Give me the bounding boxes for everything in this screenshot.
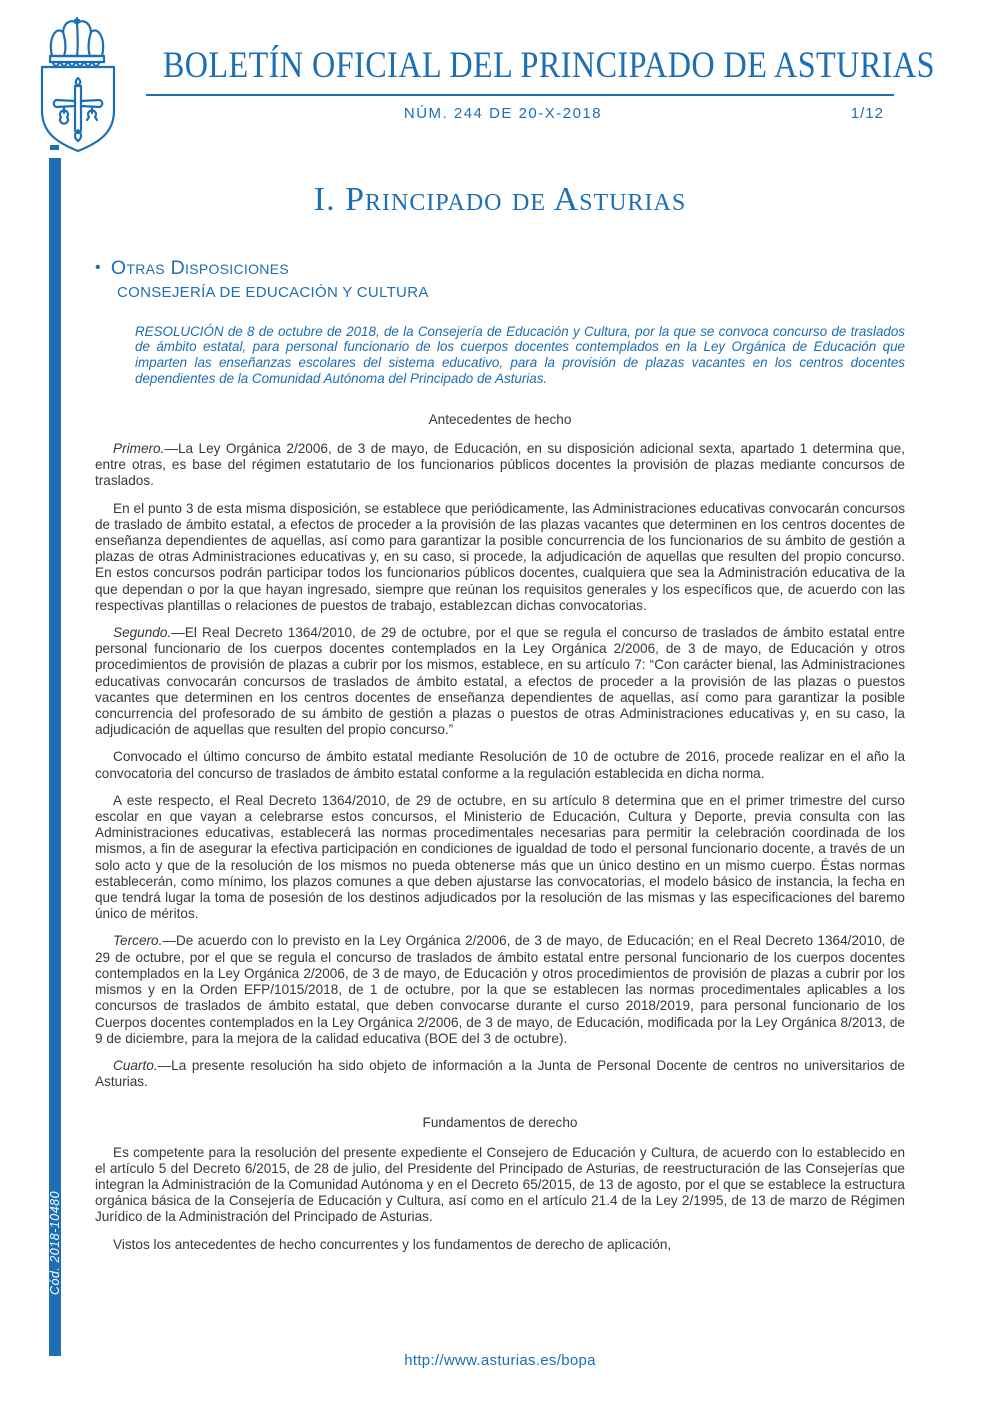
paragraph-text: —La Ley Orgánica 2/2006, de 3 de mayo, de Educación, en su disposición adicional sexta, apartado 1 determina que, entre otras, es base del régimen estatutario de los funcionarios públicos docentes la provisión de plazas mediante concursos de traslados.: [95, 441, 905, 489]
paragraph: [95, 1237, 905, 1253]
paragraph-text: —De acuerdo con lo previsto en la Ley Orgánica 2/2006, de 3 de mayo, de Educación; en el Real Decreto 1364/2010, de 29 de octubre, por el que se regula el concurso de traslados de ámbito estatal entre personal funcionario de los cuerpos docentes contemplados en la Ley Orgánica 2/2006, de 3 de mayo, de Educación y otros procedimientos de provisión de plazas a cubrir por los mismos y en la Orden EFP/1015/2018, de 1 de octubre, por la que se establecen las normas procedimentales aplicables a los concursos de traslados de ámbito estatal, que deben convocarse durante el curso 2018/2019, para personal funcionario de los Cuerpos docentes contemplados en la Ley Orgánica 2/2006, de 3 de mayo, de Educación, modificada por la Ley Orgánica 8/2013, de 9 de diciembre, para la mejora de la calidad educativa (BOE del 3 de octubre).: [95, 933, 905, 1046]
issue-row: [112, 105, 894, 122]
resolution-summary: RESOLUCIÓN de 8 de octubre de 2018, de la Consejería de Educación y Cultura, por la que se convoca concurso de traslados de ámbito estatal, para personal funcionario de los cuerpos docentes contemplados en la Ley Orgánica de Educación que imparten las enseñanzas escolares del sistema educativo, para la provisión de plazas vacantes en los centros docentes dependientes de la Comunidad Autónoma del Principado de Asturias.: [135, 323, 905, 386]
issue-number: NÚM. 244 DE 20-X-2018: [403, 104, 603, 122]
heading-fundamentos: Fundamentos de derecho: [422, 1115, 578, 1131]
paragraph: [95, 1145, 905, 1226]
bullet-icon: •: [95, 259, 101, 277]
paragraph-text: Convocado el último concurso de ámbito estatal mediante Resolución de 10 de octubre de 2016, procede realizar en el año la convocatoria del concurso de traslados de ámbito estatal conforme a la regulación establecida en dicha norma.: [95, 749, 905, 781]
heading-antecedentes: Antecedentes de hecho: [428, 411, 572, 427]
category-label: Otras Disposiciones: [110, 257, 289, 280]
paragraph: [95, 749, 905, 781]
paragraph-text: Vistos los antecedentes de hecho concurrentes y los fundamentos de derecho de aplicación,: [113, 1236, 672, 1252]
document-code: Cód. 2018-10480: [48, 1190, 62, 1296]
section-title: I. Principado de Asturias: [313, 181, 687, 218]
document-body: [95, 181, 905, 1264]
paragraph-lead: Cuarto.: [113, 1057, 158, 1073]
paragraph-text: En el punto 3 de esta misma disposición, se establece que periódicamente, las Administraciones educativas convocarán concursos de traslado de ámbito estatal, a efectos de proceder a la provisión de las plazas vacantes que determinen en los centros docentes de enseñanza dependientes de aquellas, así como para garantizar la posible concurrencia de los funcionarios de su ámbito de gestión a plazas de otras Administraciones educativas y, en su caso, si procede, la adjudicación de aquellas que resulten del propio concurso. En estos concursos podrán participar todos los funcionarios públicos docentes, cualquiera que sea la Administración educativa de la que dependan o por la que hayan ingresado, siempre que reúnan los requisitos generales y los específicos que, de acuerdo con las respectivas plantillas o relaciones de puestos de trabajo, establezcan dichas convocatorias.: [95, 500, 905, 613]
paragraph-text: —El Real Decreto 1364/2010, de 29 de octubre, por el que se regula el concurso de traslados de ámbito estatal entre personal funcionario de los cuerpos docentes contemplados en la Ley Orgánica 2/2006, de 3 de mayo, de Educación y otros procedimientos de provisión de plazas a cubrir por los mismos, establece, en su artículo 7: “Con carácter bienal, las Administraciones educativas convocarán concursos de traslados de ámbito estatal, a efectos de proceder a la provisión de las plazas o puestos vacantes que determinen en los centros docentes de enseñanza dependientes de aquellas, así como para garantizar la posible concurrencia del profesorado de su ámbito de gestión a plazas o puestos de otras Administraciones educativas y, en su caso, la adjudicación de aquellas que resulten del propio concurso.”: [95, 625, 905, 738]
bar-tick: [50, 145, 59, 150]
paragraph-text: Es competente para la resolución del presente expediente el Consejero de Educación y Cultura, de acuerdo con lo establecido en el artículo 5 del Decreto 6/2015, de 28 de julio, del Presidente del Principado de Asturias, de reestructuración de las Consejerías que integran la Administración de la Comunidad Autónoma y en el Decreto 65/2015, de 13 de agosto, por el que se establece la estructura orgánica básica de la Consejería de Educación y Cultura, así como en el artículo 21.4 de la Ley 2/1995, de 13 de marzo de Régimen Jurídico de la Administración del Principado de Asturias.: [95, 1144, 905, 1225]
header-rule: [146, 94, 894, 96]
category-heading: [95, 257, 905, 280]
paragraph-tercero: [95, 933, 905, 1046]
footer: [0, 1352, 1000, 1370]
paragraph-lead: Primero.: [113, 441, 165, 456]
paragraph-text: —La presente resolución ha sido objeto de información a la Junta de Personal Docente de centros no universitarios de Asturias.: [95, 1057, 905, 1090]
department-heading: CONSEJERÍA DE EDUCACIÓN Y CULTURA: [117, 284, 429, 302]
paragraph: [95, 501, 905, 614]
bopa-url-link[interactable]: http://www.asturias.es/bopa: [404, 1352, 596, 1369]
page-indicator: 1/12: [850, 104, 884, 122]
paragraph: [95, 793, 905, 923]
code-bar: [49, 158, 61, 1356]
paragraph-primero: [95, 441, 905, 490]
header: [112, 45, 935, 122]
paragraph-lead: Tercero.: [113, 933, 163, 949]
paragraph-lead: Segundo.: [113, 625, 172, 641]
paragraph-text: A este respecto, el Real Decreto 1364/2010, de 29 de octubre, en su artículo 8 determina que en el primer trimestre del curso escolar en que vayan a celebrarse estos concursos, el Ministerio de Educación, Cultura y Deporte, previa consulta con las Administraciones educativas, establecerá las normas procedimentales necesarias para permitir la celebración coordinada de los mismos, a fin de asegurar la efectiva participación en condiciones de igualdad de todo el personal funcionario docente, a través de un solo acto y que de la resolución de los mismos no pueda obtenerse más que un único destino en un mismo cuerpo. Éstas normas establecerán, como mínimo, los plazos comunes a que deben ajustarse las convocatorias, el modelo básico de instancia, la fecha en que tendrá lugar la toma de posesión de los destinos adjudicados por la resolución de las mismas y las especificaciones del baremo único de méritos.: [95, 792, 905, 922]
paragraph-cuarto: [95, 1058, 905, 1090]
page-title: BOLETÍN OFICIAL DEL PRINCIPADO DE ASTURIAS: [162, 45, 935, 86]
paragraph-segundo: [95, 625, 905, 738]
